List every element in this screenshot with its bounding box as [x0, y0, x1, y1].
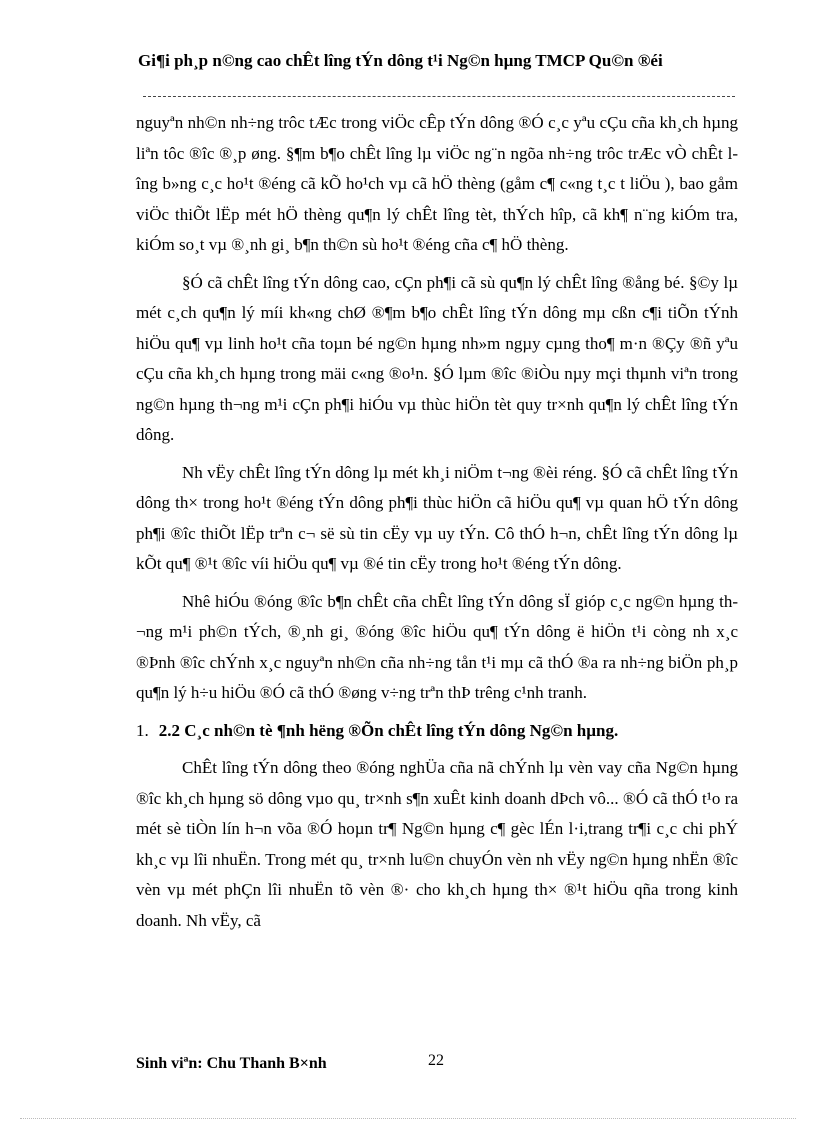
- header-divider: [143, 96, 735, 97]
- section-heading-text: 2.2 C¸c nh©n tè ¶nh hëng ®Õn chÊt lîng tÝn dông Ng©n hµng.: [158, 720, 619, 740]
- page-header-title: Gi¶i ph¸p n©ng cao chÊt lîng tÝn dông t¹i Ng©n hµng TMCP Qu©n ®éi: [138, 51, 663, 70]
- paragraph-3: Nh vËy chÊt lîng tÝn dông lµ mét kh¸i niÖm t¬ng ®èi réng. §Ó cã chÊt lîng tÝn dông th× trong ho¹t ®éng tÝn dông ph¶i thùc hiÖn cã hiÖu qu¶ vµ quan hÖ tÝn dông ph¶i ®îc thiÕt lËp trªn c¬ së sù tin cËy vµ uy tÝn. Cô thÓ h¬n, chÊt lîng tÝn dông lµ kÕt qu¶ ®¹t ®îc víi hiÖu qu¶ vµ ®é tin cËy trong ho¹t ®éng tÝn dông.: [136, 462, 738, 573]
- section-heading: [136, 716, 738, 747]
- page-number: 22: [428, 1052, 444, 1069]
- paragraph-1: nguyªn nh©n nh÷ng trôc tÆc trong viÖc cÊp tÝn dông ®Ó c¸c yªu cÇu cña kh¸ch hµng liªn tôc ®îc ®¸p øng. §¶m b¶o chÊt lîng lµ viÖc ng¨n ngõa nh÷ng trôc trÆc vÒ chÊt lîng b»ng c¸c ho¹t ®éng cã kÕ ho¹ch vµ cã hÖ thèng (gåm c¶ c«ng t¸c t liÖu ), bao gåm viÖc thiÕt lËp mét hÖ thèng qu¶n lý chÊt lîng tèt, thÝch hîp, cã kh¶ n¨ng kiÓm tra, kiÓm so¸t vµ ®¸nh gi¸ b¶n th©n sù ho¹t ®éng cña c¶ hÖ thèng.: [136, 113, 738, 254]
- paragraph-2: §Ó cã chÊt lîng tÝn dông cao, cÇn ph¶i cã sù qu¶n lý chÊt lîng ®ång bé. §©y lµ mét c¸ch qu¶n lý míi kh«ng chØ ®¶m b¶o chÊt lîng tÝn dông mµ cßn c¶i tiÕn tÝnh hiÖu qu¶ vµ linh ho¹t cña toµn bé ng©n hµng nh»m ngµy cµng tho¶ m·n ®Çy ®ñ yªu cÇu cña kh¸ch hµng trong mäi c«ng ®o¹n. §Ó lµm ®îc ®iÒu nµy mçi thµnh viªn trong ng©n hµng th¬ng m¹i cÇn ph¶i hiÓu vµ thùc hiÖn tèt quy tr×nh qu¶n lý chÊt lîng tÝn dông.: [136, 272, 738, 444]
- document-body: [136, 108, 738, 943]
- footer-author: Sinh viªn: Chu Thanh B×nh: [136, 1055, 327, 1072]
- section-heading-number: 1.: [136, 720, 149, 740]
- paragraph-5: ChÊt lîng tÝn dông theo ®óng nghÜa cña nã chÝnh lµ vèn vay cña Ng©n hµng ®îc kh¸ch hµng sö dông vµo qu¸ tr×nh s¶n xuÊt kinh doanh dÞch vô... ®Ó cã thÓ t¹o ra mét sè tiÒn lín h¬n võa ®Ó hoµn tr¶ Ng©n hµng c¶ gèc lÉn l·i,trang tr¶i c¸c chi phÝ kh¸c vµ lîi nhuËn. Trong mét qu¸ tr×nh lu©n chuyÓn vèn nh vËy ng©n hµng nhËn ®îc vèn vµ mét phÇn lîi nhuËn tõ vèn ®· cho kh¸ch hµng th× ®¹t hiÖu qña trong kinh doanh. Nh vËy, cã: [136, 758, 738, 930]
- paragraph-4: Nhê hiÓu ®óng ®îc b¶n chÊt cña chÊt lîng tÝn dông sÏ gióp c¸c ng©n hµng th¬ng m¹i ph©n tÝch, ®¸nh gi¸ ®óng ®îc hiÖu qu¶ tÝn dông ë hiÖn t¹i còng nh x¸c ®Þnh ®îc chÝnh x¸c nguyªn nh©n cña nh÷ng tån t¹i mµ cã thÓ ®a ra nh÷ng biÖn ph¸p qu¶n lý h÷u hiÖu ®Ó cã thÓ ®øng v÷ng trªn thÞ trêng c¹nh tranh.: [136, 591, 738, 702]
- page-bottom-border: [20, 1118, 796, 1119]
